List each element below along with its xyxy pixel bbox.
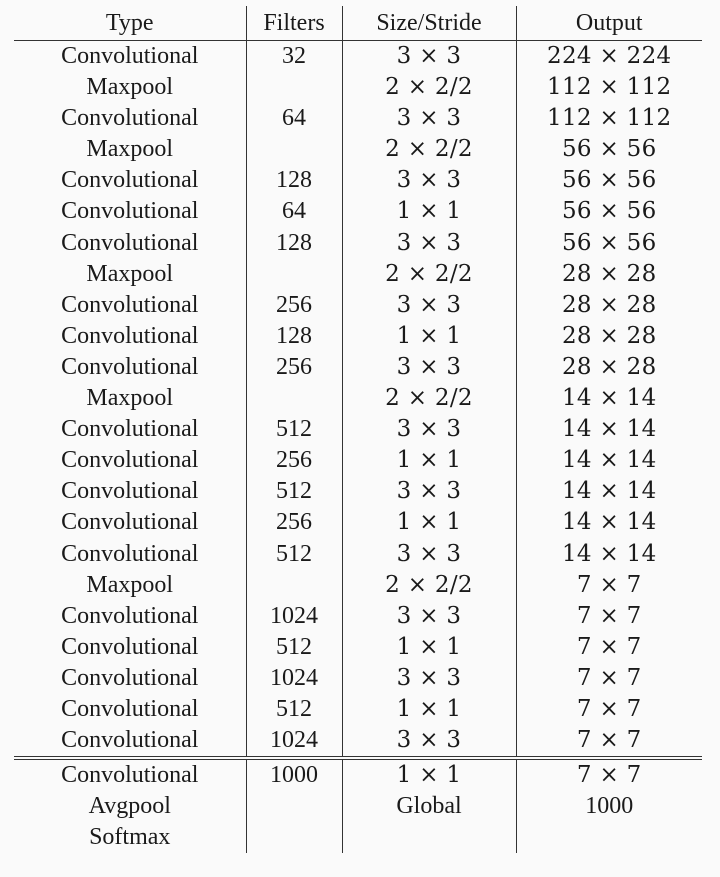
cell-size-stride: 1 × 1 xyxy=(342,321,516,352)
classifier-rows xyxy=(14,758,702,853)
cell-type: Convolutional xyxy=(61,291,199,318)
cell-output: 14 × 14 xyxy=(516,414,702,445)
cell-size-stride: 1 × 1 xyxy=(342,507,516,538)
cell-size-stride: 3 × 3 xyxy=(342,476,516,507)
cell-size-stride: 1 × 1 xyxy=(342,445,516,476)
table-header xyxy=(14,6,702,41)
cell-size-stride: 3 × 3 xyxy=(342,165,516,196)
cell-type: Convolutional xyxy=(61,478,199,505)
cell-output: 112 × 112 xyxy=(516,72,702,103)
cell-filters: 512 xyxy=(246,632,342,663)
table-row xyxy=(14,103,702,134)
cell-type: Convolutional xyxy=(61,447,199,474)
cell-output: 56 × 56 xyxy=(516,134,702,165)
cell-output: 7 × 7 xyxy=(516,725,702,758)
cell-filters: 512 xyxy=(246,694,342,725)
cell-output: 56 × 56 xyxy=(516,228,702,259)
cell-filters: 128 xyxy=(246,228,342,259)
cell-filters: 512 xyxy=(246,539,342,570)
cell-size-stride: 2 × 2/2 xyxy=(342,72,516,103)
cell-output: 1000 xyxy=(516,791,702,822)
cell-output: 28 × 28 xyxy=(516,321,702,352)
cell-type: Convolutional xyxy=(61,602,199,629)
cell-type: Convolutional xyxy=(61,105,199,132)
cell-filters: 1024 xyxy=(246,725,342,758)
cell-filters xyxy=(246,72,342,103)
cell-output: 28 × 28 xyxy=(516,290,702,321)
table-row xyxy=(14,507,702,538)
header-size-stride: Size/Stride xyxy=(342,6,516,41)
cell-output: 56 × 56 xyxy=(516,196,702,227)
cell-type: Maxpool xyxy=(86,260,174,287)
cell-filters: 1000 xyxy=(246,758,342,791)
table-row xyxy=(14,41,702,73)
cell-filters xyxy=(246,822,342,853)
cell-size-stride: 3 × 3 xyxy=(342,539,516,570)
cell-output: 14 × 14 xyxy=(516,476,702,507)
table-row xyxy=(14,321,702,352)
cell-size-stride: 3 × 3 xyxy=(342,601,516,632)
cell-output: 14 × 14 xyxy=(516,539,702,570)
cell-type: Softmax xyxy=(89,824,171,851)
cell-size-stride: 3 × 3 xyxy=(342,41,516,73)
cell-size-stride: 3 × 3 xyxy=(342,228,516,259)
table-row xyxy=(14,694,702,725)
cell-filters: 512 xyxy=(246,414,342,445)
cell-type: Convolutional xyxy=(61,353,199,380)
cell-type: Convolutional xyxy=(61,695,199,722)
cell-output: 224 × 224 xyxy=(516,41,702,73)
cell-filters xyxy=(246,259,342,290)
cell-type: Convolutional xyxy=(61,229,199,256)
feature-extractor-rows xyxy=(14,41,702,759)
cell-type: Convolutional xyxy=(61,43,199,69)
cell-size-stride: 1 × 1 xyxy=(342,196,516,227)
table-row xyxy=(14,632,702,663)
cell-filters: 256 xyxy=(246,445,342,476)
cell-filters xyxy=(246,791,342,822)
cell-output: 28 × 28 xyxy=(516,259,702,290)
cell-filters xyxy=(246,570,342,601)
cell-type: Convolutional xyxy=(61,664,199,691)
cell-output: 14 × 14 xyxy=(516,507,702,538)
cell-type: Maxpool xyxy=(86,74,174,101)
cell-filters: 256 xyxy=(246,290,342,321)
table-row xyxy=(14,663,702,694)
cell-size-stride: 2 × 2/2 xyxy=(342,383,516,414)
network-architecture-table xyxy=(14,6,702,853)
cell-filters: 256 xyxy=(246,352,342,383)
header-row xyxy=(14,6,702,41)
cell-size-stride: 1 × 1 xyxy=(342,694,516,725)
cell-size-stride: 3 × 3 xyxy=(342,352,516,383)
cell-filters: 128 xyxy=(246,321,342,352)
table-row xyxy=(14,196,702,227)
cell-size-stride: 3 × 3 xyxy=(342,290,516,321)
table-row xyxy=(14,445,702,476)
cell-filters: 256 xyxy=(246,507,342,538)
cell-size-stride: 1 × 1 xyxy=(342,632,516,663)
cell-filters: 64 xyxy=(246,103,342,134)
cell-output: 7 × 7 xyxy=(516,663,702,694)
cell-filters: 64 xyxy=(246,196,342,227)
cell-type: Convolutional xyxy=(61,322,199,349)
cell-size-stride: 2 × 2/2 xyxy=(342,570,516,601)
cell-type: Convolutional xyxy=(61,540,199,567)
table-row xyxy=(14,134,702,165)
cell-type: Convolutional xyxy=(61,167,199,194)
cell-filters: 32 xyxy=(246,41,342,73)
cell-type: Avgpool xyxy=(88,793,171,820)
table-row xyxy=(14,414,702,445)
table-row xyxy=(14,725,702,758)
cell-type: Convolutional xyxy=(61,198,199,225)
cell-size-stride: 3 × 3 xyxy=(342,414,516,445)
cell-filters: 128 xyxy=(246,165,342,196)
table-row xyxy=(14,72,702,103)
cell-output: 14 × 14 xyxy=(516,383,702,414)
cell-output: 14 × 14 xyxy=(516,445,702,476)
cell-output xyxy=(516,822,702,853)
table-row xyxy=(14,383,702,414)
cell-type: Maxpool xyxy=(86,136,174,163)
header-filters: Filters xyxy=(246,6,342,41)
cell-output: 7 × 7 xyxy=(516,601,702,632)
table-row xyxy=(14,259,702,290)
cell-output: 7 × 7 xyxy=(516,632,702,663)
cell-output: 7 × 7 xyxy=(516,694,702,725)
cell-output: 7 × 7 xyxy=(516,570,702,601)
table-row xyxy=(14,165,702,196)
cell-size-stride: 3 × 3 xyxy=(342,725,516,758)
cell-size-stride: 2 × 2/2 xyxy=(342,259,516,290)
cell-type: Convolutional xyxy=(14,758,246,791)
table-row xyxy=(14,476,702,507)
cell-filters: 1024 xyxy=(246,601,342,632)
cell-size-stride: 3 × 3 xyxy=(342,663,516,694)
cell-type: Maxpool xyxy=(86,571,174,598)
cell-size-stride: 2 × 2/2 xyxy=(342,134,516,165)
classifier-row xyxy=(14,791,702,822)
table-row xyxy=(14,290,702,321)
cell-output: 28 × 28 xyxy=(516,352,702,383)
table-row xyxy=(14,539,702,570)
cell-filters xyxy=(246,134,342,165)
table-row xyxy=(14,352,702,383)
cell-type: Convolutional xyxy=(61,416,199,443)
table-row xyxy=(14,601,702,632)
cell-output: 112 × 112 xyxy=(516,103,702,134)
cell-size-stride xyxy=(342,822,516,853)
cell-output: 56 × 56 xyxy=(516,165,702,196)
cell-filters: 1024 xyxy=(246,663,342,694)
cell-size-stride: 1 × 1 xyxy=(342,758,516,791)
classifier-row xyxy=(14,758,702,791)
cell-type: Convolutional xyxy=(61,633,199,660)
table-row xyxy=(14,570,702,601)
header-output: Output xyxy=(516,6,702,41)
cell-output: 7 × 7 xyxy=(516,758,702,791)
cell-type: Convolutional xyxy=(61,727,199,754)
table-row xyxy=(14,228,702,259)
classifier-row xyxy=(14,822,702,853)
header-type: Type xyxy=(14,6,246,41)
cell-type: Maxpool xyxy=(86,385,174,412)
cell-size-stride: Global xyxy=(342,791,516,822)
cell-filters xyxy=(246,383,342,414)
cell-filters: 512 xyxy=(246,476,342,507)
cell-size-stride: 3 × 3 xyxy=(342,103,516,134)
cell-type: Convolutional xyxy=(61,509,199,536)
